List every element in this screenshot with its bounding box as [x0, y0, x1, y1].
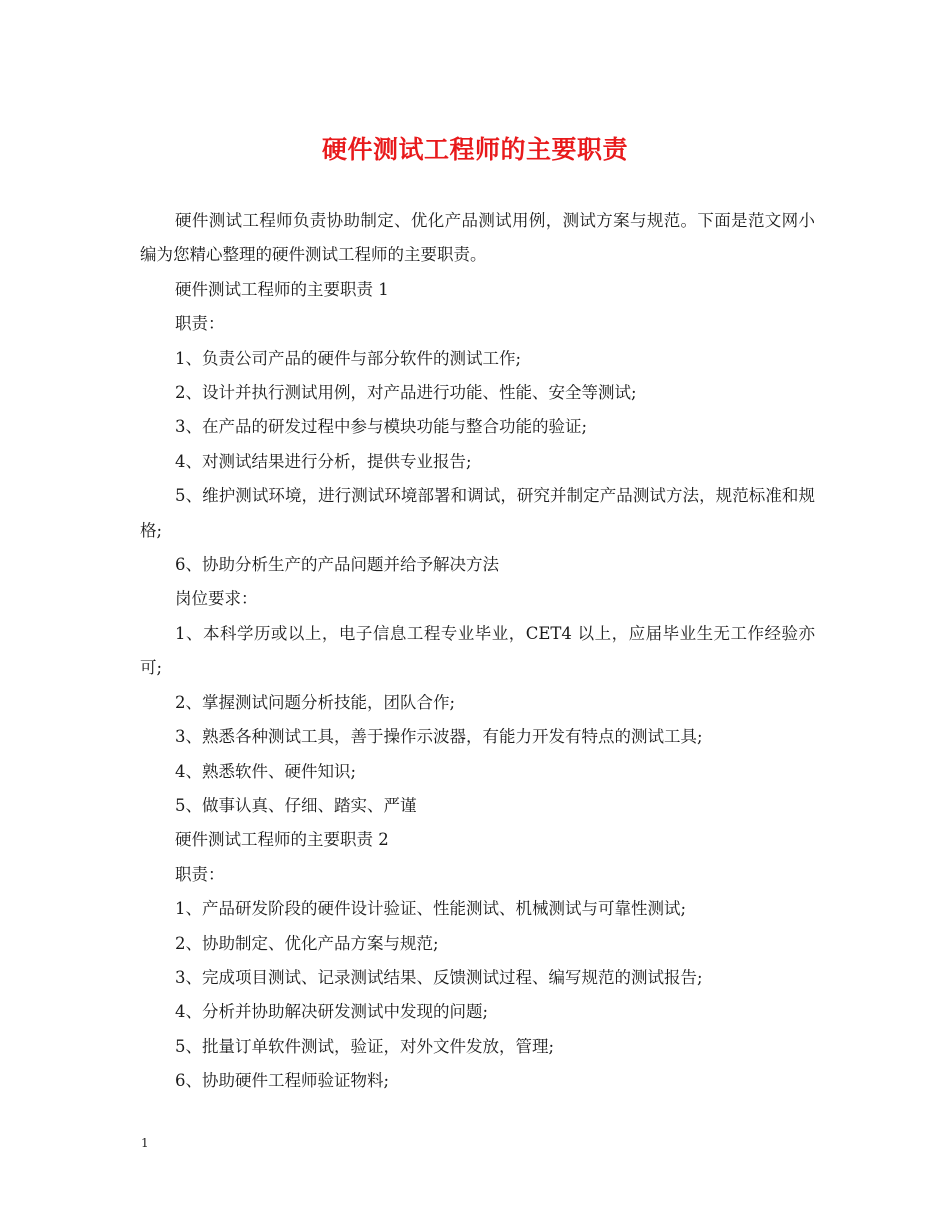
duty-item: 2、协助制定、优化产品方案与规范;: [175, 933, 439, 953]
duty-item: 1、产品研发阶段的硬件设计验证、性能测试、机械测试与可靠性测试;: [175, 899, 687, 919]
duty-item: 5、维护测试环境，进行测试环境部署和调试，研究并制定产品测试方法，规范标准和规格;: [140, 486, 815, 540]
duties-heading-1: 职责：: [175, 314, 225, 334]
requirement-item: 4、熟悉软件、硬件知识;: [175, 761, 357, 781]
requirement-item: 1、本科学历或以上，电子信息工程专业毕业，CET4 以上，应届毕业生无工作经验亦可;: [140, 623, 815, 678]
duty-item: 2、设计并执行测试用例，对产品进行功能、性能、安全等测试;: [175, 383, 637, 403]
duties-heading-2: 职责：: [175, 864, 225, 884]
intro-paragraph: 硬件测试工程师负责协助制定、优化产品测试用例，测试方案与规范。下面是范文网小编为您精心整理的硬件测试工程师的主要职责。: [140, 211, 815, 265]
page-number: 1: [141, 1136, 149, 1150]
requirements-heading: 岗位要求：: [175, 589, 258, 609]
duty-item: 3、完成项目测试、记录测试结果、反馈测试过程、编写规范的测试报告;: [175, 967, 703, 987]
section-heading-1: 硬件测试工程师的主要职责 1: [175, 279, 389, 299]
duty-item: 4、分析并协助解决研发测试中发现的问题;: [175, 1002, 489, 1022]
duty-item: 3、在产品的研发过程中参与模块功能与整合功能的验证;: [175, 417, 588, 437]
document-title: 硬件测试工程师的主要职责: [321, 135, 628, 164]
requirement-item: 3、熟悉各种测试工具，善于操作示波器，有能力开发有特点的测试工具;: [175, 727, 703, 747]
duty-item: 4、对测试结果进行分析，提供专业报告;: [175, 451, 472, 471]
document-body: [140, 204, 815, 1099]
section-heading-2: 硬件测试工程师的主要职责 2: [175, 830, 389, 850]
duty-item: 1、负责公司产品的硬件与部分软件的测试工作;: [175, 348, 522, 368]
duty-item: 6、协助硬件工程师验证物料;: [175, 1071, 390, 1091]
duty-item: 5、批量订单软件测试，验证，对外文件发放，管理;: [175, 1036, 555, 1056]
requirement-item: 2、掌握测试问题分析技能，团队合作;: [175, 692, 456, 712]
duty-item: 6、协助分析生产的产品问题并给予解决方法: [175, 555, 499, 575]
requirement-item: 5、做事认真、仔细、踏实、严谨: [175, 795, 417, 815]
